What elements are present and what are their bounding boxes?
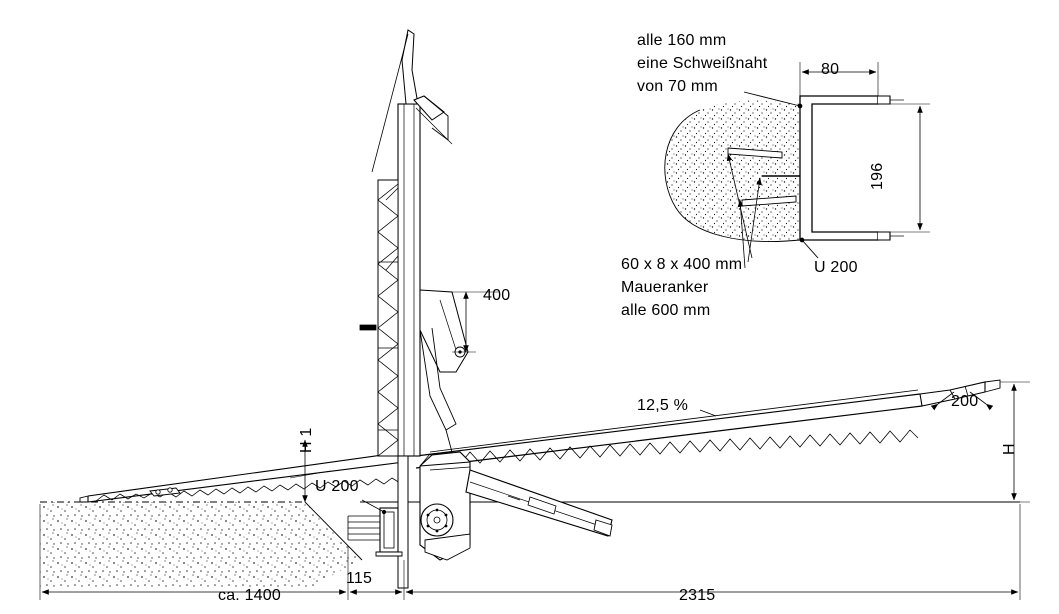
dimension-h [1000,382,1030,502]
label-dim-h: H [1001,443,1018,455]
label-weld-line2: eine Schweißnaht [637,55,768,72]
label-anchor-spacing: alle 600 mm [621,302,711,319]
label-dim-1400: ca. 1400 [218,587,281,604]
mast-tower [360,30,468,456]
label-weld-line1: alle 160 mm [637,32,727,49]
label-dim-196: 196 [869,162,886,190]
machine-body [420,452,612,560]
label-anchor-name: Maueranker [621,279,709,296]
right-ramp-assembly [416,380,1000,468]
label-dim-2315: 2315 [679,587,716,604]
ground-soil-region [40,502,362,588]
label-anchor-spec: 60 x 8 x 400 mm [621,256,743,273]
label-detail-u200: U 200 [814,259,858,276]
label-dim-80: 80 [821,61,840,78]
label-dim-h1: H 1 [298,427,315,453]
label-slope: 12,5 % [637,397,689,414]
label-dim-115: 115 [346,570,373,587]
slope-leader [700,410,716,416]
label-main-u200: U 200 [315,478,359,495]
label-weld-line3: von 70 mm [637,78,718,95]
label-dim-200: 200 [951,393,979,410]
label-dim-400: 400 [483,287,511,304]
